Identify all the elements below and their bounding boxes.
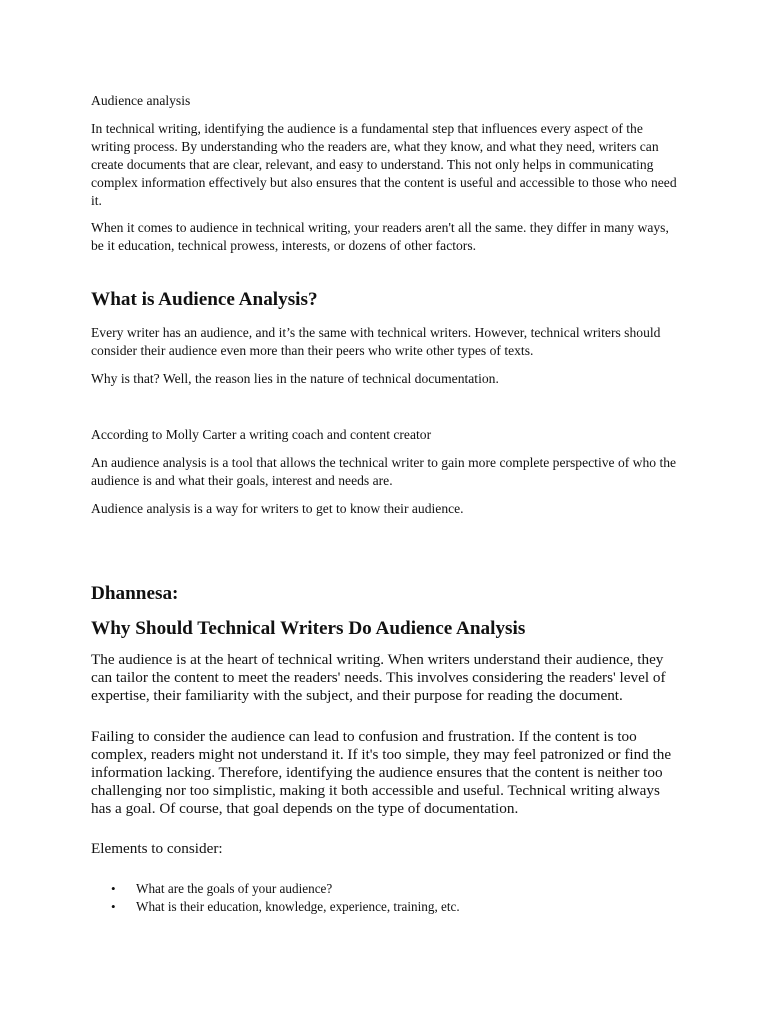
elements-label: Elements to consider: <box>91 840 223 857</box>
bullet-icon: • <box>111 881 116 896</box>
document-body <box>91 92 681 916</box>
list-item-text: What is their education, knowledge, experience, training, etc. <box>136 899 460 914</box>
heading-author: Dhannesa: <box>91 583 179 604</box>
list-item <box>91 898 681 916</box>
molly-paragraph-2: Audience analysis is a way for writers to get to know their audience. <box>91 501 464 516</box>
molly-paragraph-1: An audience analysis is a tool that allows the technical writer to gain more complete perspective of who the audience is and what their goals, interest and needs are. <box>91 455 677 488</box>
why-paragraph-2: Failing to consider the audience can lead to confusion and frustration. If the content is too complex, readers might not understand it. If it's too simple, they may feel patronized or find the information lacking. Therefore, identifying the audience ensures that the content is neither too challenging nor too simplistic, making it both accessible and useful. Technical writing always has a goal. Of course, that goal depends on the type of documentation. <box>91 728 672 817</box>
intro-label: Audience analysis <box>91 93 191 108</box>
bullet-icon: • <box>111 899 116 914</box>
why-paragraph-1: The audience is at the heart of technical writing. When writers understand their audience, they can tailor the content to meet the readers' needs. This involves considering the readers' level of expertise, their familiarity with the subject, and their purpose for reading the document. <box>91 651 666 704</box>
list-item <box>91 880 681 898</box>
what-paragraph-1: Every writer has an audience, and it’s the same with technical writers. However, technical writers should consider their audience even more than their peers who write other types of texts. <box>91 325 661 358</box>
heading-what-is-audience-analysis: What is Audience Analysis? <box>91 289 318 310</box>
what-paragraph-2: Why is that? Well, the reason lies in the nature of technical documentation. <box>91 371 499 386</box>
molly-carter-intro: According to Molly Carter a writing coach and content creator <box>91 427 432 442</box>
intro-paragraph-2: When it comes to audience in technical writing, your readers aren't all the same. they differ in many ways, be it education, technical prowess, interests, or dozens of other factors. <box>91 220 669 253</box>
intro-paragraph-1: In technical writing, identifying the audience is a fundamental step that influences every aspect of the writing process. By understanding who the readers are, what they know, and what they need, writers can create documents that are clear, relevant, and easy to understand. This not only helps in communicating complex information effectively but also ensures that the content is useful and accessible to those who need it. <box>91 121 677 208</box>
elements-list <box>91 880 681 916</box>
heading-why-should-writers: Why Should Technical Writers Do Audience Analysis <box>91 618 526 639</box>
list-item-text: What are the goals of your audience? <box>136 881 333 896</box>
